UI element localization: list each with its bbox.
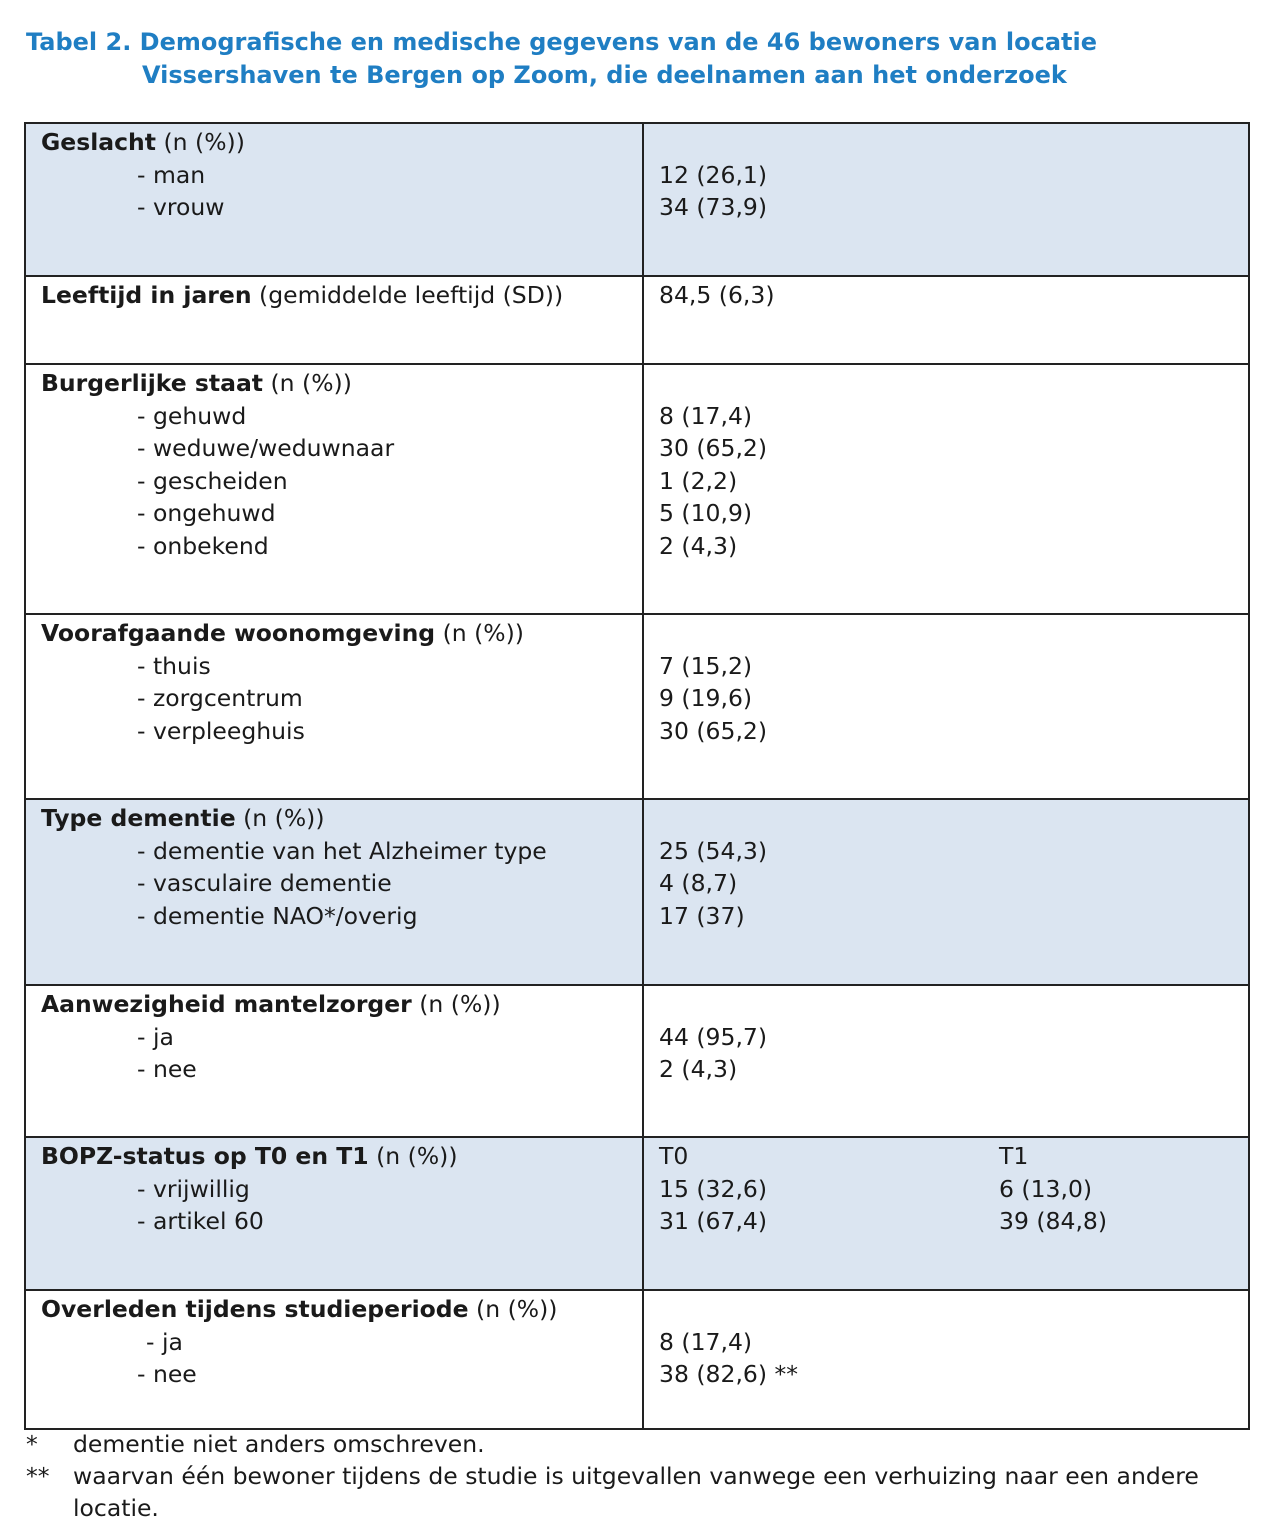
item-value: 5 (10,9) <box>659 499 753 527</box>
item-label: - thuis <box>137 651 211 680</box>
item-value: 2 (4,3) <box>659 531 738 560</box>
footnote-mark: * <box>26 1430 38 1458</box>
col-t0-header: T0 <box>659 1142 689 1170</box>
t0-value: 15 (32,6) <box>659 1174 768 1203</box>
item-value: 38 (82,6) ** <box>659 1360 799 1388</box>
item-value: 7 (15,2) <box>659 651 753 680</box>
item-label: - dementie NAO*/overig <box>137 901 418 930</box>
item-value: 30 (65,2) <box>659 716 768 745</box>
col-t1-header: T1 <box>999 1142 1029 1170</box>
item-label: - vasculaire dementie <box>137 869 392 897</box>
section-heading: Leeftijd in jaren (gemiddelde leeftijd (SD)) <box>41 281 564 309</box>
item-value: 1 (2,2) <box>659 466 738 495</box>
section-heading: BOPZ-status op T0 en T1 (n (%)) <box>41 1142 458 1170</box>
table-row-overleden <box>25 1290 1249 1429</box>
section-heading: Type dementie (n (%)) <box>41 804 325 832</box>
t1-value: 6 (13,0) <box>999 1174 1093 1203</box>
item-value: 34 (73,9) <box>659 193 768 221</box>
item-label: - nee <box>137 1055 197 1083</box>
label-cell <box>25 1137 643 1290</box>
footnote-text: waarvan één bewoner tijdens de studie is uitgevallen vanwege een verhuizing naar een andere locatie. <box>73 1462 1199 1522</box>
footnote <box>24 1460 1254 1524</box>
item-label: - vrouw <box>137 193 225 221</box>
item-label: - onbekend <box>137 531 269 560</box>
footnote-text: dementie niet anders omschreven. <box>73 1430 485 1458</box>
label-cell <box>25 276 643 364</box>
section-heading: Aanwezigheid mantelzorger (n (%)) <box>41 990 501 1018</box>
caption-line-2: Vissershaven te Bergen op Zoom, die deelnamen aan het onderzoek <box>142 61 1067 89</box>
table-row-burgerlijke-staat <box>25 364 1249 614</box>
table-row-bopz-status <box>25 1137 1249 1290</box>
table-row-type-dementie <box>25 799 1249 985</box>
value-cell <box>643 799 1249 985</box>
label-cell <box>25 123 643 276</box>
value-cell <box>643 985 1249 1137</box>
item-label: - gehuwd <box>137 401 247 430</box>
item-value: 9 (19,6) <box>659 684 753 712</box>
item-label: - zorgcentrum <box>137 684 303 712</box>
t0-value: 31 (67,4) <box>659 1207 768 1235</box>
footnote <box>24 1428 1254 1460</box>
table-row-geslacht <box>25 123 1249 276</box>
table-row-leeftijd <box>25 276 1249 364</box>
item-value: 2 (4,3) <box>659 1055 738 1083</box>
item-label: - weduwe/weduwnaar <box>137 434 395 462</box>
footnote-mark: ** <box>26 1462 50 1490</box>
section-heading: Voorafgaande woonomgeving (n (%)) <box>41 619 524 647</box>
item-label: - ongehuwd <box>137 499 276 527</box>
value-cell <box>643 123 1249 276</box>
item-label: - ja <box>137 1022 174 1051</box>
section-heading: Burgerlijke staat (n (%)) <box>41 369 352 397</box>
value-cell <box>643 364 1249 614</box>
table-row-mantelzorger <box>25 985 1249 1137</box>
item-value: 17 (37) <box>659 901 745 930</box>
item-label: - ja <box>146 1327 183 1356</box>
demographics-table <box>24 122 1250 1430</box>
item-value: 25 (54,3) <box>659 836 768 865</box>
label-cell <box>25 364 643 614</box>
t1-value: 39 (84,8) <box>999 1207 1108 1235</box>
value-cell <box>643 1290 1249 1429</box>
item-value: 84,5 (6,3) <box>659 281 775 309</box>
table-caption <box>26 26 1256 92</box>
table-row-woonomgeving <box>25 614 1249 799</box>
value-cell <box>643 276 1249 364</box>
item-label: - artikel 60 <box>137 1207 264 1235</box>
caption-line-1: Tabel 2. Demografische en medische gegevens van de 46 bewoners van locatie <box>26 28 1098 56</box>
value-pair <box>659 1173 1234 1206</box>
item-value: 12 (26,1) <box>659 160 768 189</box>
section-heading: Overleden tijdens studieperiode (n (%)) <box>41 1295 558 1323</box>
value-cell <box>643 614 1249 799</box>
label-cell <box>25 799 643 985</box>
value-cell <box>643 1137 1249 1290</box>
item-label: - man <box>137 160 206 189</box>
item-label: - gescheiden <box>137 466 288 495</box>
item-value: 8 (17,4) <box>659 401 753 430</box>
label-cell <box>25 1290 643 1429</box>
item-label: - vrijwillig <box>137 1174 250 1203</box>
section-heading: Geslacht (n (%)) <box>41 128 245 156</box>
item-value: 8 (17,4) <box>659 1327 753 1356</box>
item-value: 30 (65,2) <box>659 434 768 462</box>
label-cell <box>25 614 643 799</box>
item-label: - nee <box>137 1360 197 1388</box>
item-value: 44 (95,7) <box>659 1022 768 1051</box>
value-pair <box>659 1205 1234 1238</box>
item-label: - dementie van het Alzheimer type <box>137 836 547 865</box>
footnotes <box>24 1428 1254 1524</box>
item-label: - verpleeghuis <box>137 716 305 745</box>
label-cell <box>25 985 643 1137</box>
column-headers <box>659 1140 1234 1173</box>
item-value: 4 (8,7) <box>659 869 738 897</box>
